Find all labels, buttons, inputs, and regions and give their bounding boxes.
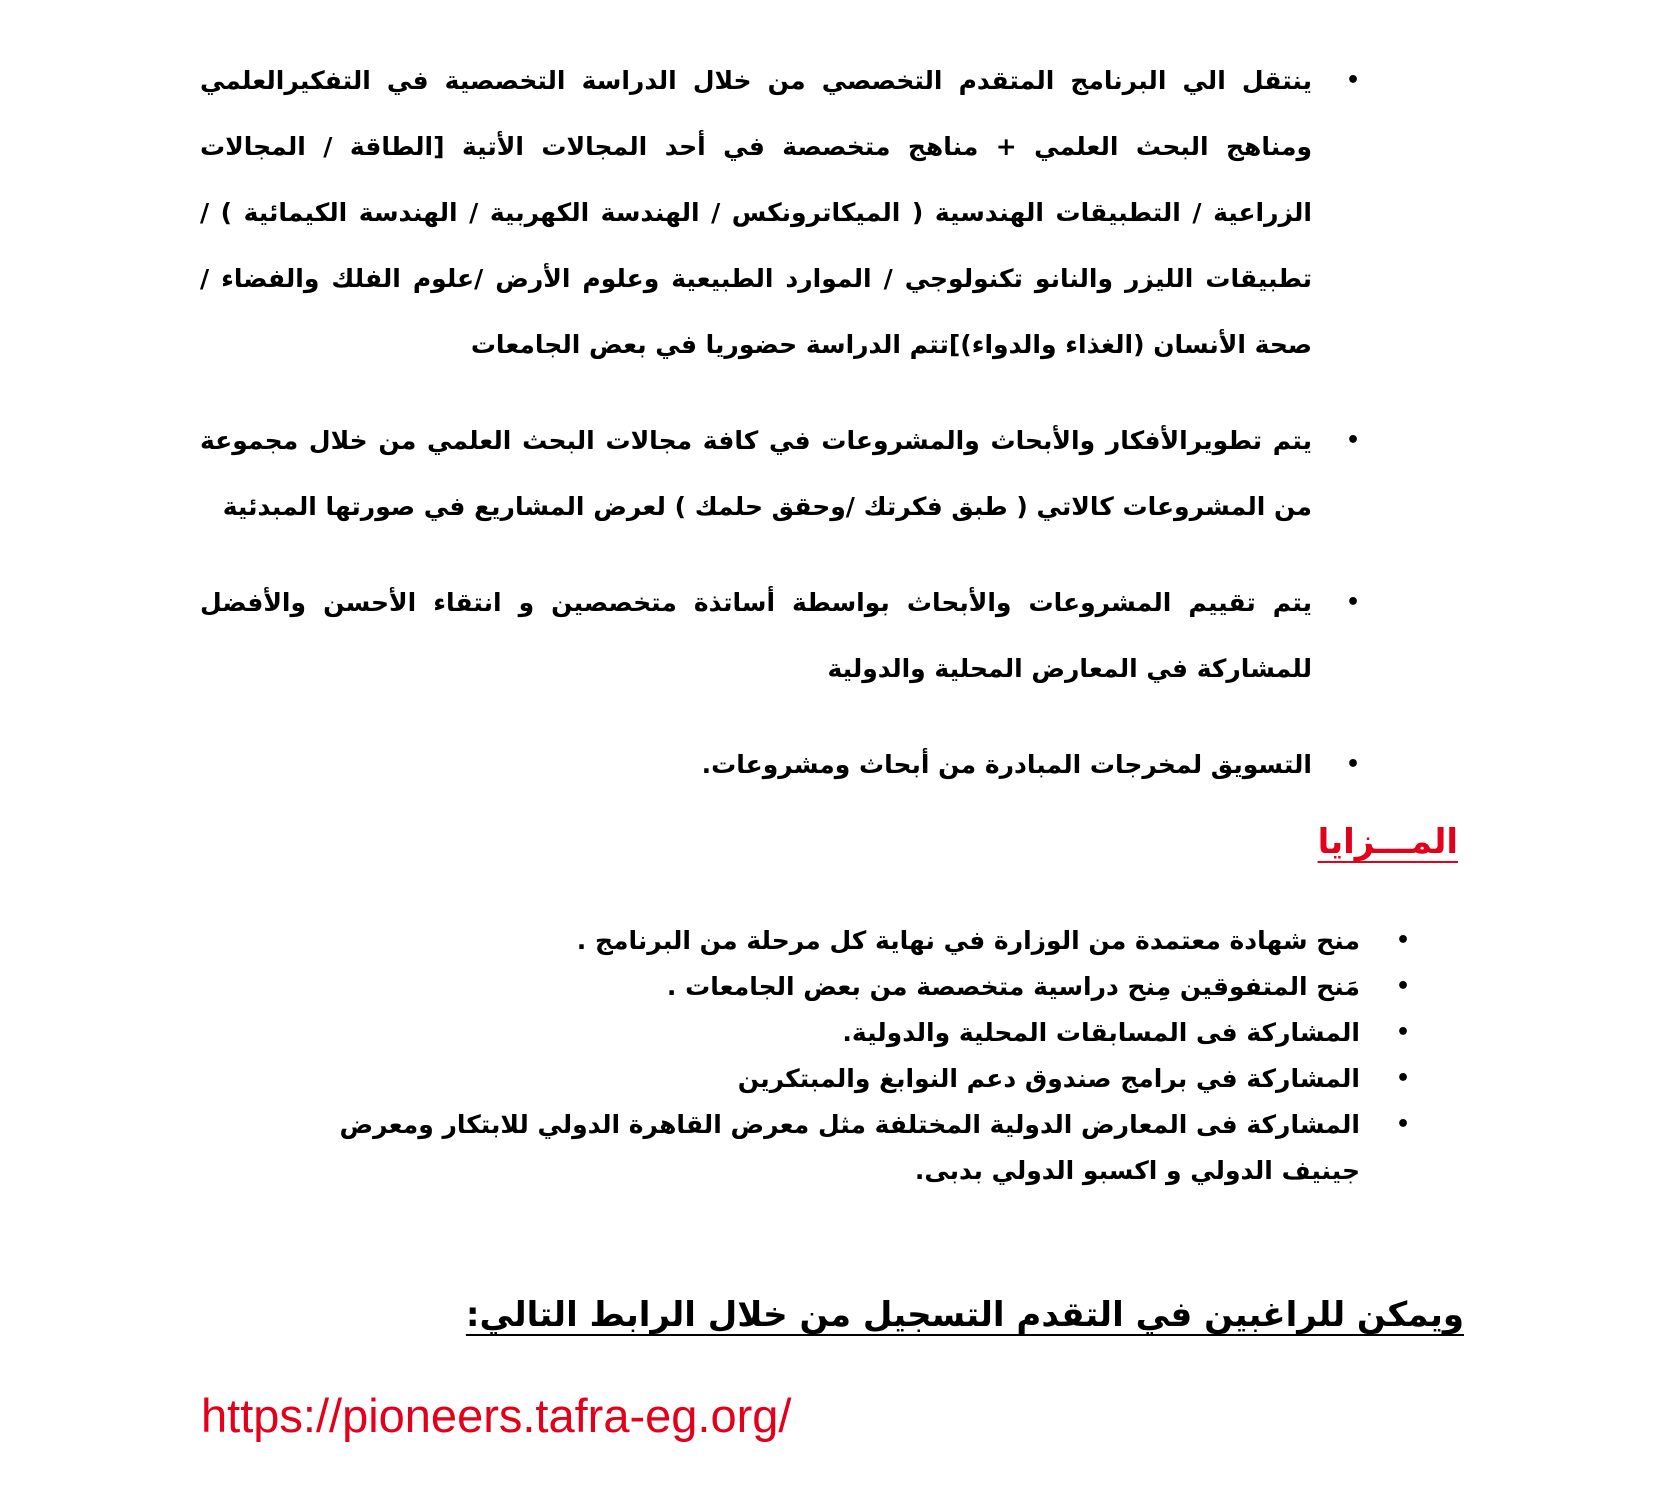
registration-link[interactable]: https://pioneers.tafra-eg.org/ (201, 1389, 792, 1442)
bullet-icon: • (1345, 428, 1360, 453)
bullet-icon: • (1345, 752, 1360, 777)
advantage-text: مَنح المتفوقين مِنح دراسية متخصصة من بعض الجامعات . (666, 972, 1360, 1001)
advantages-heading: المـــزايا (1317, 822, 1458, 862)
program-point-text: التسويق لمخرجات المبادرة من أبحاث ومشروعات. (701, 750, 1312, 779)
advantage-text: المشاركة فى المعارض الدولية المختلفة مثل معرض القاهرة الدولي للابتكار ومعرض جينيف الدولي و اكسبو الدولي بدبى. (339, 1110, 1360, 1185)
program-points-list (200, 48, 1360, 798)
program-point-text: يتم تقييم المشروعات والأبحاث بواسطة أساتذة متخصصين و انتقاء الأحسن والأفضل للمشاركة في المعارض المحلية والدولية (200, 588, 1312, 683)
list-item (280, 918, 1410, 964)
program-point-text: ينتقل الي البرنامج المتقدم التخصصي من خلال الدراسة التخصصية في التفكيرالعلمي ومناهج البحث العلمي + مناهج متخصصة في أحد المجالات الأتية [الطاقة / المجالات الزراعية / التطبيقات الهندسية ( الميكاترونكس / الهندسة الكهربية / الهندسة الكيمائية ) /تطبيقات الليزر والنانو تكنولوجي / الموارد الطبيعية وعلوم الأرض /علوم الفلك والفضاء / صحة الأنسان (الغذاء والدواء)]تتم الدراسة حضوريا في بعض الجامعات (200, 66, 1312, 359)
list-item (280, 964, 1410, 1010)
bullet-icon: • (1395, 928, 1410, 953)
advantage-text: المشاركة فى المسابقات المحلية والدولية. (842, 1018, 1360, 1047)
bullet-icon: • (1395, 974, 1410, 999)
advantage-text: منح شهادة معتمدة من الوزارة في نهاية كل مرحلة من البرنامج . (576, 926, 1360, 955)
list-item (200, 408, 1360, 540)
list-item (280, 1056, 1410, 1102)
list-item (280, 1010, 1410, 1056)
advantages-list (280, 918, 1410, 1194)
list-item (280, 1102, 1410, 1194)
bullet-icon: • (1345, 68, 1360, 93)
advantage-text: المشاركة في برامج صندوق دعم النوابغ والمبتكرين (737, 1064, 1360, 1093)
registration-prompt: ويمكن للراغبين في التقدم التسجيل من خلال الرابط التالي: (465, 1295, 1464, 1335)
bullet-icon: • (1395, 1066, 1410, 1091)
list-item (200, 570, 1360, 702)
list-item (200, 48, 1360, 378)
bullet-icon: • (1395, 1112, 1410, 1137)
program-point-text: يتم تطويرالأفكار والأبحاث والمشروعات في كافة مجالات البحث العلمي من خلال مجموعة من المشروعات كالاتي ( طبق فكرتك /وحقق حلمك ) لعرض المشاريع في صورتها المبدئية (200, 426, 1312, 521)
list-item (200, 732, 1360, 798)
bullet-icon: • (1395, 1020, 1410, 1045)
bullet-icon: • (1345, 590, 1360, 615)
